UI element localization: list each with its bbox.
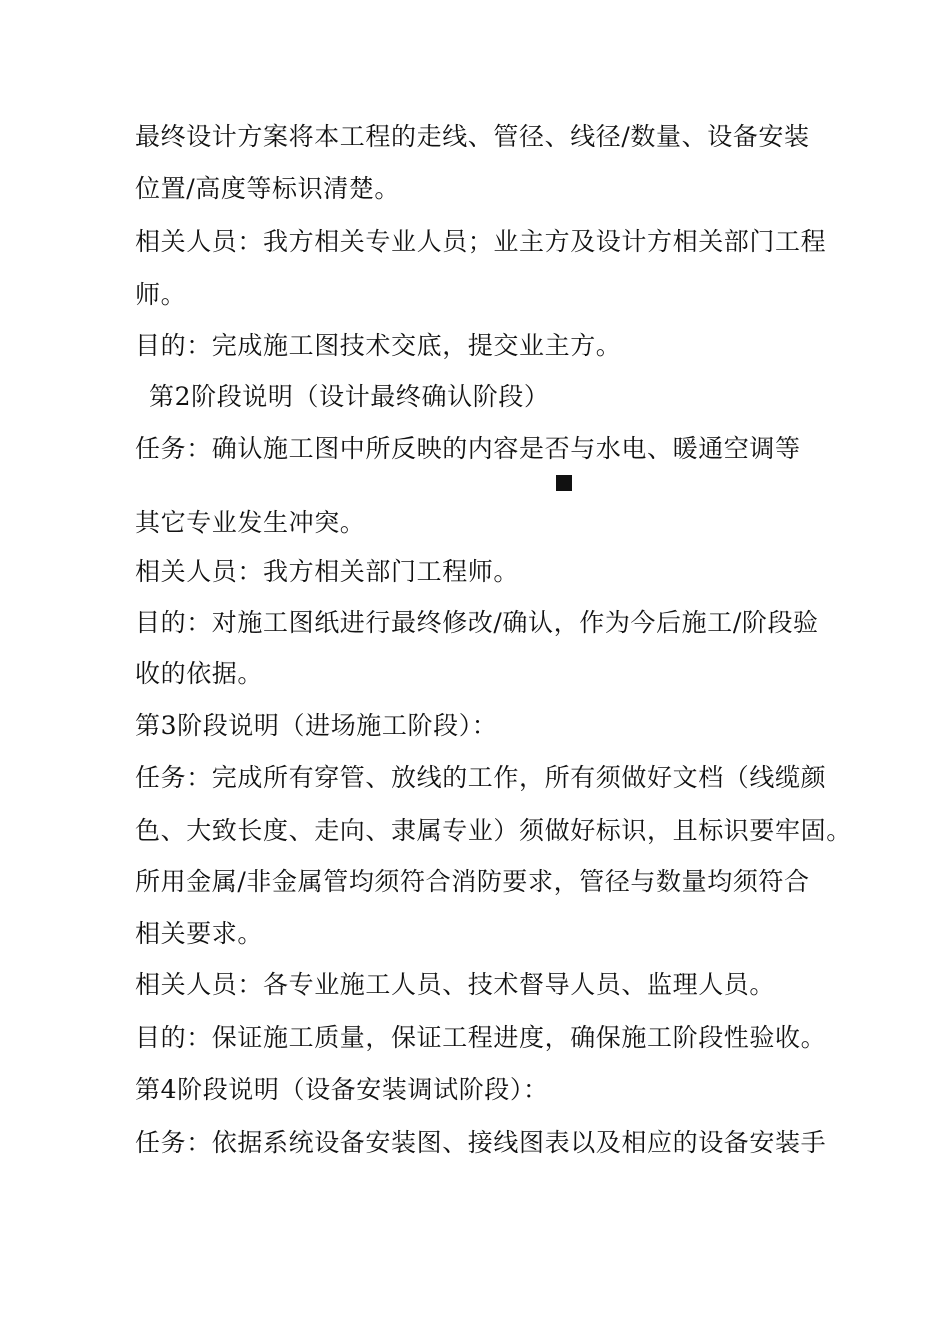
section-heading-stage-2: 第2阶段说明（设计最终确认阶段） xyxy=(149,382,550,411)
text-line: 收的依据。 xyxy=(135,659,264,688)
text-line: 所用金属/非金属管均须符合消防要求，管径与数量均须符合 xyxy=(135,867,810,896)
text-line: 相关人员：各专业施工人员、技术督导人员、监理人员。 xyxy=(135,970,776,999)
text-line: 位置/高度等标识清楚。 xyxy=(135,174,401,203)
text-line: 其它专业发生冲突。 xyxy=(135,508,366,537)
text-line: 师。 xyxy=(135,280,187,309)
text-line: 色、大致长度、走向、隶属专业）须做好标识，且标识要牢固。 xyxy=(135,816,852,845)
section-heading-stage-3: 第3阶段说明（进场施工阶段）： xyxy=(135,711,498,740)
section-heading-stage-4: 第4阶段说明（设备安装调试阶段）： xyxy=(135,1075,549,1104)
text-line: 相关人员：我方相关专业人员；业主方及设计方相关部门工程 xyxy=(135,227,827,256)
text-line: 任务：依据系统设备安装图、接线图表以及相应的设备安装手 xyxy=(135,1128,827,1157)
text-line: 最终设计方案将本工程的走线、管径、线径/数量、设备安装 xyxy=(135,122,810,151)
text-line: 任务：确认施工图中所反映的内容是否与水电、暖通空调等 xyxy=(135,434,801,463)
text-line: 任务：完成所有穿管、放线的工作，所有须做好文档（线缆颜 xyxy=(135,763,827,792)
square-marker-icon xyxy=(556,475,572,491)
text-line: 目的：完成施工图技术交底，提交业主方。 xyxy=(135,331,622,360)
text-line: 相关要求。 xyxy=(135,919,264,948)
text-line: 目的：保证施工质量，保证工程进度，确保施工阶段性验收。 xyxy=(135,1023,827,1052)
text-line: 目的：对施工图纸进行最终修改/确认，作为今后施工/阶段验 xyxy=(135,608,819,637)
text-line: 相关人员：我方相关部门工程师。 xyxy=(135,557,520,586)
